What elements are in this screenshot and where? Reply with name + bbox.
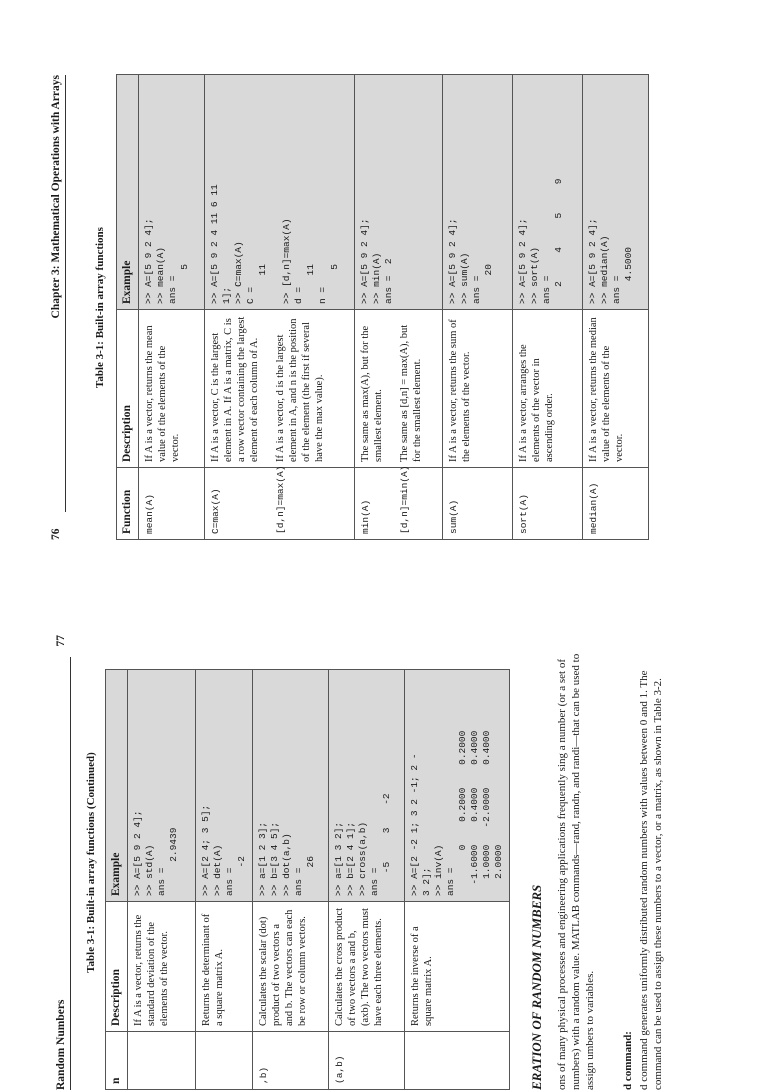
section-running-title: Random Numbers xyxy=(55,999,67,1090)
table-row xyxy=(405,670,510,1090)
description-cell: If A is a vector, returns the standard deviation of the elements of the vector. xyxy=(128,902,196,1032)
table-row xyxy=(196,670,253,1090)
description-cell: If A is a vector, returns the sum of the elements of the vector. xyxy=(443,310,513,468)
table-caption: Table 3-1: Built-in array functions (Continued) xyxy=(85,752,97,973)
description-cell: The same as max(A), but for the smallest element. The same as [d,n] = max(A), but for the smallest element. xyxy=(355,310,443,468)
description-cell: Calculates the scalar (dot) product of two vectors a and b. The vectors can each be row or column vectors. xyxy=(253,902,329,1032)
functions-table-continued xyxy=(105,669,510,1090)
intro-paragraph: ons of many physical processes and engineering applications frequently sing a number (or a set of numbers) with a random value. MATLAB commands—rand, randn, and randi—that can be used to assign umbers to variables. xyxy=(556,653,596,1090)
example-cell: >> A=[5 9 2 4]; >> median(A) ans = 4.5000 xyxy=(583,75,649,310)
function-cell: sum(A) xyxy=(443,468,513,540)
example-cell: >> a=[1 3 2]; >> b=[2 4 1]; >> cross(a,b) ans = -5 3 -2 xyxy=(329,670,405,902)
description-cell: Calculates the cross product of two vectors a and b, (axb). The two vectors must have each three elements. xyxy=(329,902,405,1032)
example-cell: >> A=[5 9 2 4 11 6 11 1]; >> C=max(A) C = 11 >> [d,n]=max(A) d = 11 n = 5 xyxy=(205,75,355,310)
table-row xyxy=(355,75,443,540)
function-cell: sort(A) xyxy=(513,468,583,540)
header-example: Example xyxy=(117,75,139,310)
function-cell: (a,b) xyxy=(329,1032,405,1090)
table-row xyxy=(513,75,583,540)
description-cell: Returns the determinant of a square matrix A. xyxy=(196,902,253,1032)
function-cell: min(A) [d,n]=min(A) xyxy=(355,468,443,540)
function-cell xyxy=(128,1032,196,1090)
running-head xyxy=(50,75,68,540)
header-description: Description xyxy=(117,310,139,468)
example-cell: >> A=[5 9 2 4]; >> std(A) ans = 2.9439 xyxy=(128,670,196,902)
page-77 xyxy=(55,635,675,1090)
example-cell: >> A=[5 9 2 4]; >> min(A) ans = 2 xyxy=(355,75,443,310)
table-row xyxy=(583,75,649,540)
table-row xyxy=(205,75,355,540)
page-76 xyxy=(50,75,650,540)
rand-paragraph: d command generates uniformly distributed random numbers with values between 0 and 1. The command can be used to assign these numbers to a vector, or a matrix, as shown in Table 3-2. xyxy=(638,670,664,1090)
functions-table xyxy=(116,74,649,540)
header-example: Example xyxy=(106,670,128,902)
table-row xyxy=(128,670,196,1090)
function-cell: mean(A) xyxy=(139,468,205,540)
table-header-row xyxy=(106,670,128,1090)
function-cell: C=max(A) [d,n]=max(A) xyxy=(205,468,355,540)
example-cell: >> A=[2 -2 1; 3 2 -1; 2 - 3 2]; >> inv(A) ans = 0 0.2000 0.2000 -1.6000 0.4000 0.4000 1.0000 -2.0000 0.4000 2.0000 xyxy=(405,670,510,902)
example-cell: >> A=[5 9 2 4]; >> sum(A) ans = 20 xyxy=(443,75,513,310)
header-rule xyxy=(65,75,66,512)
description-cell: If A is a vector, returns the median value of the elements of the vector. xyxy=(583,310,649,468)
example-cell: >> A=[5 9 2 4]; >> sort(A) ans = 2 4 5 9 xyxy=(513,75,583,310)
example-cell: >> A=[2 4; 3 5]; >> det(A) ans = -2 xyxy=(196,670,253,902)
section-heading xyxy=(529,635,545,1090)
function-cell: ,b) xyxy=(253,1032,329,1090)
header-function: Function xyxy=(117,468,139,540)
table-caption: Table 3-1: Built-in array functions xyxy=(94,227,106,388)
section-heading-text: ERATION OF RANDOM NUMBERS xyxy=(529,884,544,1090)
description-cell: Returns the inverse of a square matrix A. xyxy=(405,902,510,1032)
description-cell: If A is a vector, C is the largest element in A. If A is a matrix, C is a row vector containing the largest element of each column of A. If A is a vector, d is the largest element in A, and n is the position of the element (the first if several have the max value). xyxy=(205,310,355,468)
table-header-row xyxy=(117,75,139,540)
chapter-title: Chapter 3: Mathematical Operations with Arrays xyxy=(50,75,62,319)
example-cell: >> a=[1 2 3]; >> b=[3 4 5]; >> dot(a,b) ans = 26 xyxy=(253,670,329,902)
page-number: 77 xyxy=(55,635,67,647)
table-row xyxy=(253,670,329,1090)
table-row xyxy=(329,670,405,1090)
header-function: n xyxy=(106,1032,128,1090)
page-number: 76 xyxy=(50,528,62,540)
header-rule xyxy=(70,657,71,1090)
function-cell: median(A) xyxy=(583,468,649,540)
header-description: Description xyxy=(106,902,128,1032)
running-head xyxy=(55,635,73,1090)
description-cell: If A is a vector, returns the mean value of the elements of the vector. xyxy=(139,310,205,468)
subheading: d command: xyxy=(622,1031,634,1090)
table-row xyxy=(443,75,513,540)
table-row xyxy=(139,75,205,540)
function-cell xyxy=(405,1032,510,1090)
description-cell: If A is a vector, arranges the elements of the vector in ascending order. xyxy=(513,310,583,468)
example-cell: >> A=[5 9 2 4]; >> mean(A) ans = 5 xyxy=(139,75,205,310)
function-cell xyxy=(196,1032,253,1090)
